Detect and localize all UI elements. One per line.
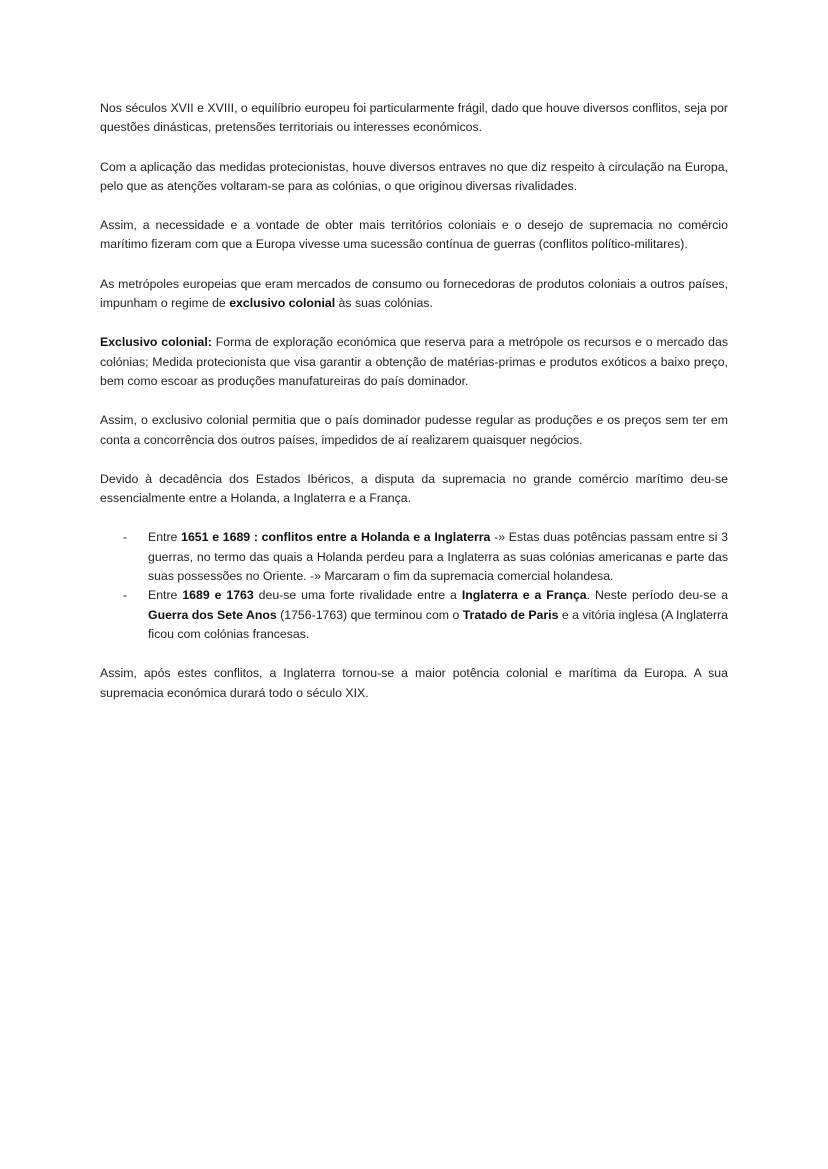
list-bold: Inglaterra e a França bbox=[461, 588, 587, 603]
list-bold: 1651 e 1689 : conflitos entre a Holanda e a Inglaterra bbox=[181, 530, 491, 545]
paragraph-iberian-decline: Devido à decadência dos Estados Ibéricos, a disputa da supremacia no grande comércio marítimo deu-se essencialmente entre a Holanda, a Inglaterra e a França. bbox=[100, 471, 728, 506]
list-dash: - bbox=[123, 530, 128, 545]
paragraph-metropoles bbox=[100, 275, 728, 314]
paragraph-wars: Assim, a necessidade e a vontade de obter mais territórios coloniais e o desejo de supremacia no comércio marítimo fizeram com que a Europa vivesse uma sucessão contínua de guerras (conflitos político-militares). bbox=[100, 218, 728, 252]
list-text: deu-se uma forte rivalidade entre a bbox=[253, 588, 462, 603]
paragraph-regulation: Assim, o exclusivo colonial permitia que o país dominador pudesse regular as produções e os preços sem ter em conta a concorrência dos outros países, impedidos de aí realizarem quaisquer negócios. bbox=[100, 413, 728, 447]
list-text: -» Estas duas potências passam entre si 3 guerras, no termo das quais a Holanda perdeu para a Inglaterra as suas colónias americanas e parte das suas possessões no Oriente. -» Marcaram o fim da supremacia comercial holandesa. bbox=[148, 530, 728, 584]
list-text: Entre bbox=[148, 530, 182, 545]
metropoles-text-end: às suas colónias. bbox=[335, 296, 433, 311]
definition-term: Exclusivo colonial: bbox=[100, 335, 212, 350]
paragraph-intro: Nos séculos XVII e XVIII, o equilíbrio europeu foi particularmente frágil, dado que houve diversos conflitos, seja por questões dinásticas, pretensões territoriais ou interesses económicos. bbox=[100, 101, 728, 135]
list-bold: 1689 e 1763 bbox=[182, 588, 254, 603]
paragraph-conclusion: Assim, após estes conflitos, a Inglaterra tornou-se a maior potência colonial e marítima da Europa. A sua supremacia económica durará todo o século XIX. bbox=[100, 666, 728, 700]
paragraph-protectionism: Com a aplicação das medidas protecionistas, houve diversos entraves no que diz respeito à circulação na Europa, pelo que as atenções voltaram-se para as colónias, o que originou diversas rivalidades. bbox=[100, 159, 728, 193]
exclusivo-colonial-term: exclusivo colonial bbox=[229, 296, 336, 311]
list-item bbox=[100, 586, 728, 644]
metropoles-text: As metrópoles europeias que eram mercados de consumo ou fornecedoras de produtos coloniais a outros países, impunham o regime de bbox=[100, 276, 728, 311]
list-text: Entre bbox=[148, 588, 183, 603]
list-dash: - bbox=[123, 588, 128, 603]
list-bold: Tratado de Paris bbox=[462, 607, 559, 622]
list-bold: Guerra dos Sete Anos bbox=[148, 607, 277, 622]
list-text: (1756-1763) que terminou com o bbox=[276, 607, 463, 622]
list-item bbox=[100, 528, 728, 586]
conflicts-list bbox=[100, 528, 728, 644]
list-text: . Neste período deu-se a bbox=[586, 588, 729, 603]
paragraph-definition bbox=[100, 333, 728, 391]
definition-text: Forma de exploração económica que reserva para a metrópole os recursos e o mercado das colónias; Medida protecionista que visa garantir a obtenção de matérias-primas e produtos exóticos a baixo preço, bem como escoar as produções manufatureiras do país dominador. bbox=[100, 335, 729, 388]
list-text: e a vitória inglesa (A Inglaterra ficou com colónias francesas. bbox=[148, 607, 728, 641]
